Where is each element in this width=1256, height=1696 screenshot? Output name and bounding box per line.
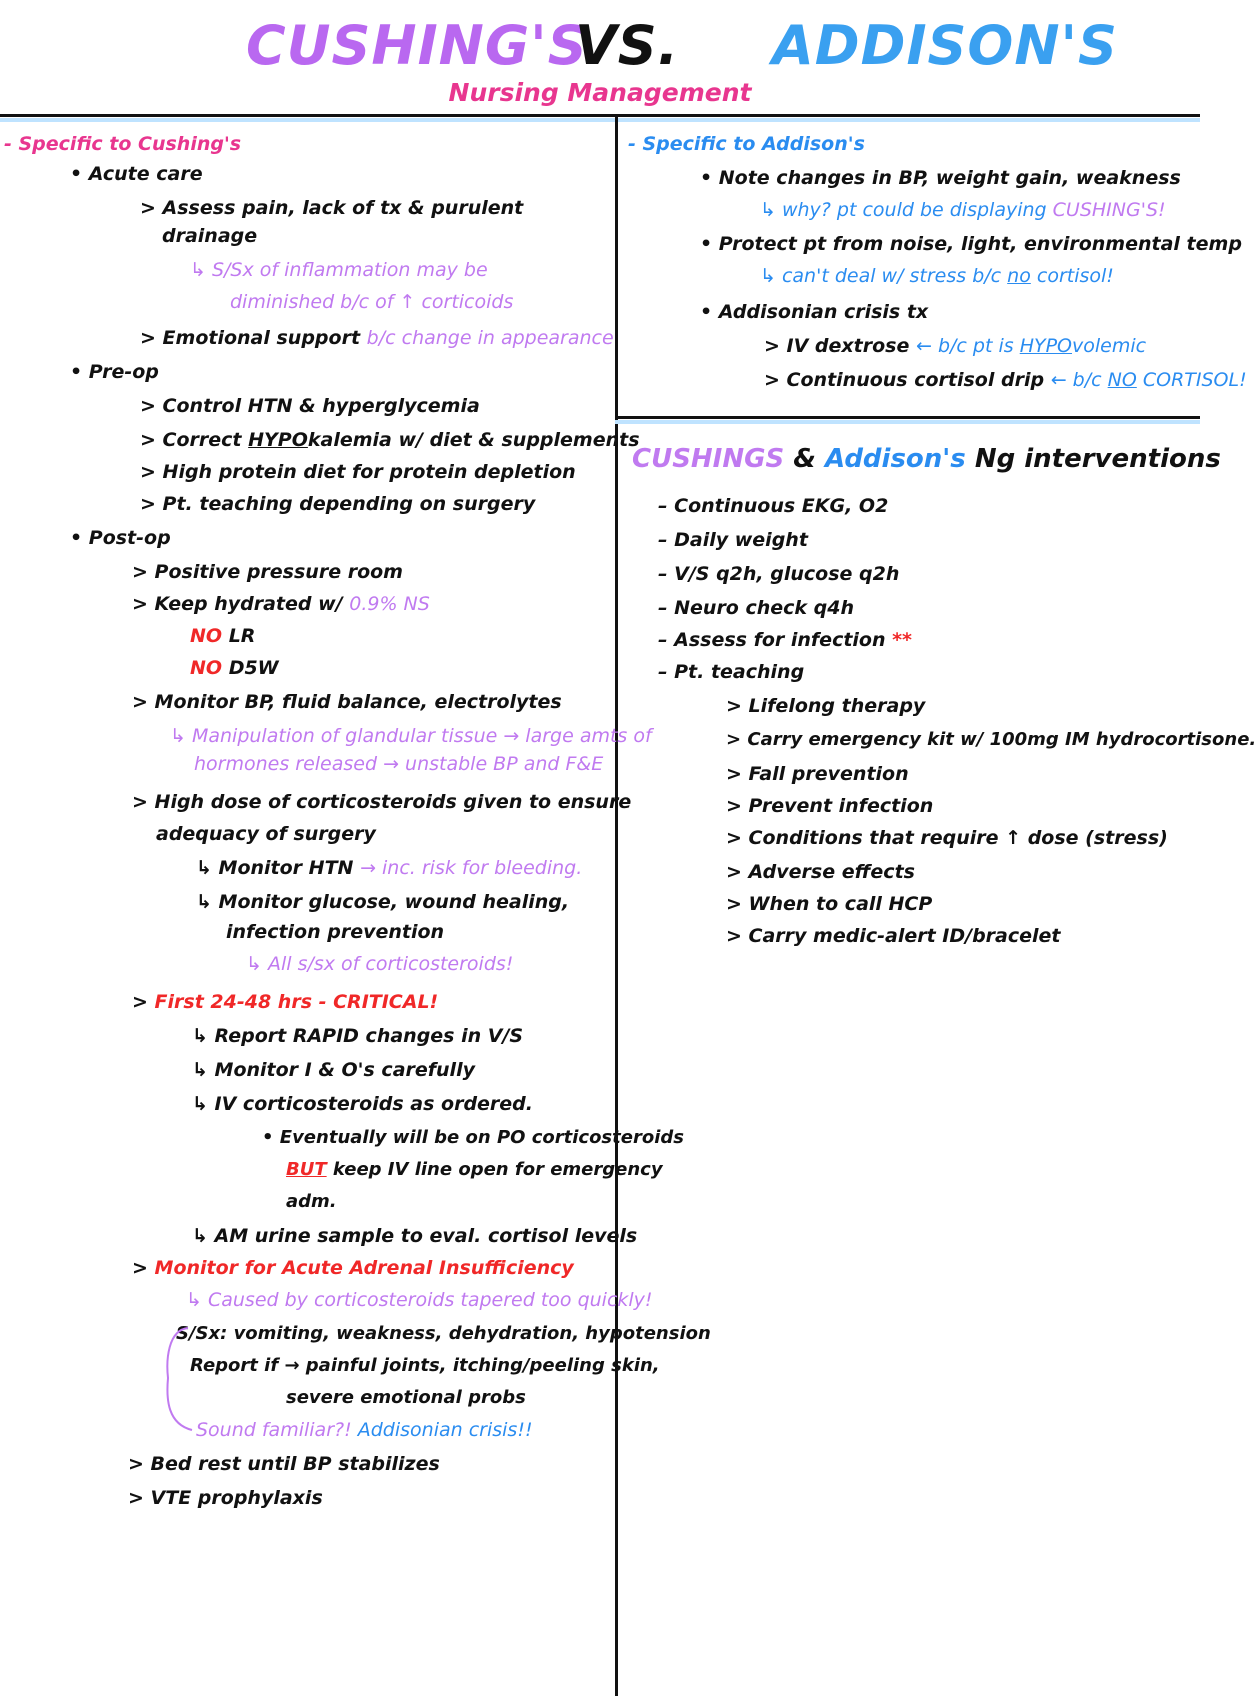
first-bullet: • Eventually will be on PO corticosteroids — [262, 1127, 684, 1148]
first-item-3: ↳ IV corticosteroids as ordered. — [192, 1093, 534, 1115]
right-divider-shadow — [615, 420, 1200, 424]
teaching-3: > Fall prevention — [726, 763, 909, 785]
first-am-urine: ↳ AM urine sample to eval. cortisol levels — [192, 1225, 638, 1247]
intervention-1: – Continuous EKG, O2 — [658, 495, 889, 517]
teaching-4: > Prevent infection — [726, 795, 934, 817]
teaching-8: > Carry medic-alert ID/bracelet — [726, 925, 1061, 947]
teaching-5: > Conditions that require ↑ dose (stress) — [726, 827, 1168, 849]
teaching-1: > Lifelong therapy — [726, 695, 926, 717]
first-item-2: ↳ Monitor I & O's carefully — [192, 1059, 475, 1081]
post-op-infection-prevention: infection prevention — [226, 921, 445, 943]
acute-care-item-2: > Emotional support b/c change in appearance — [140, 327, 614, 349]
center-divider — [615, 114, 618, 1696]
adrenal-ssx: S/Sx: vomiting, weakness, dehydration, hypotension — [176, 1323, 711, 1344]
intervention-6: – Pt. teaching — [658, 661, 805, 683]
title-cushing: CUSHING'S — [246, 14, 588, 77]
adrenal-cause: ↳ Caused by corticosteroids tapered too quickly! — [186, 1289, 653, 1311]
post-op-no-d5w: NO D5W — [190, 657, 279, 679]
interventions-heading: CUSHINGS & Addison's Ng interventions — [632, 444, 1221, 474]
post-op-positive: > Positive pressure room — [132, 561, 403, 583]
post-op-monitor: > Monitor BP, fluid balance, electrolytes — [132, 691, 562, 713]
top-divider-shadow — [0, 118, 1200, 122]
teaching-7: > When to call HCP — [726, 893, 933, 915]
title-vs: VS. — [575, 14, 680, 77]
acute-care-label: • Acute care — [70, 163, 203, 185]
teaching-6: > Adverse effects — [726, 861, 915, 883]
teaching-2: > Carry emergency kit w/ 100mg IM hydrocortisone. — [726, 729, 1256, 750]
first-item-1: ↳ Report RAPID changes in V/S — [192, 1025, 524, 1047]
post-op-vte: > VTE prophylaxis — [128, 1487, 323, 1509]
right-divider — [615, 416, 1200, 419]
right-heading: - Specific to Addison's — [628, 133, 865, 155]
pre-op-item-1: > Control HTN & hyperglycemia — [140, 395, 480, 417]
first-bullet-end: adm. — [286, 1191, 337, 1212]
pre-op-item-2: > Correct HYPOkalemia w/ diet & supplements — [140, 429, 640, 451]
intervention-2: – Daily weight — [658, 529, 808, 551]
intervention-3: – V/S q2h, glucose q2h — [658, 563, 900, 585]
addison-note-sub: ↳ why? pt could be displaying CUSHING'S! — [760, 199, 1166, 221]
post-op-no-lr: NO LR — [190, 625, 256, 647]
adrenal-report: Report if → painful joints, itching/peeling skin, — [190, 1355, 660, 1376]
post-op-monitor-htn: ↳ Monitor HTN → inc. risk for bleeding. — [196, 857, 583, 879]
addison-iv-dextrose: > IV dextrose ← b/c pt is HYPOvolemic — [764, 335, 1147, 357]
acute-care-item-1-cont: drainage — [162, 225, 258, 247]
title-addison: ADDISON'S — [772, 14, 1118, 77]
post-op-adrenal: > Monitor for Acute Adrenal Insufficiency — [132, 1257, 574, 1279]
adrenal-sound: Sound familiar?! Addisonian crisis!! — [196, 1419, 533, 1441]
top-divider — [0, 114, 1200, 117]
post-op-first-hours: > First 24-48 hrs - CRITICAL! — [132, 991, 439, 1013]
acute-care-note-2: diminished b/c of ↑ corticoids — [230, 291, 514, 313]
pre-op-item-4: > Pt. teaching depending on surgery — [140, 493, 536, 515]
left-heading: - Specific to Cushing's — [4, 133, 242, 155]
pre-op-label: • Pre-op — [70, 361, 159, 383]
addison-crisis-tx: • Addisonian crisis tx — [700, 301, 929, 323]
post-op-label: • Post-op — [70, 527, 171, 549]
post-op-monitor-note-1: ↳ Manipulation of glandular tissue → large amts of — [170, 725, 652, 747]
pre-op-item-3: > High protein diet for protein depletion — [140, 461, 576, 483]
priority-stars: ** — [892, 629, 912, 651]
page-title — [0, 14, 1200, 84]
post-op-ssx-note: ↳ All s/sx of corticosteroids! — [246, 953, 514, 975]
addison-cortisol-drip: > Continuous cortisol drip ← b/c NO CORTISOL! — [764, 369, 1247, 391]
post-op-bed-rest: > Bed rest until BP stabilizes — [128, 1453, 440, 1475]
post-op-monitor-note-2: hormones released → unstable BP and F&E — [194, 753, 604, 775]
post-op-high-dose-cont: adequacy of surgery — [156, 823, 376, 845]
adrenal-report-cont: severe emotional probs — [286, 1387, 526, 1408]
first-bullet-cont: BUT keep IV line open for emergency — [286, 1159, 663, 1180]
post-op-hydrate: > Keep hydrated w/ 0.9% NS — [132, 593, 430, 615]
acute-care-note-1: ↳ S/Sx of inflammation may be — [190, 259, 488, 281]
post-op-monitor-glucose: ↳ Monitor glucose, wound healing, — [196, 891, 570, 913]
acute-care-item-1: > Assess pain, lack of tx & purulent — [140, 197, 524, 219]
post-op-high-dose: > High dose of corticosteroids given to ensure — [132, 791, 632, 813]
addison-protect: • Protect pt from noise, light, environmental temp — [700, 233, 1242, 255]
adrenal-bracket — [160, 1320, 200, 1436]
addison-protect-sub: ↳ can't deal w/ stress b/c no cortisol! — [760, 265, 1114, 287]
addison-note-changes: • Note changes in BP, weight gain, weakness — [700, 167, 1181, 189]
intervention-4: – Neuro check q4h — [658, 597, 855, 619]
subtitle: Nursing Management — [448, 78, 752, 107]
intervention-5: – Assess for infection ** — [658, 629, 912, 651]
